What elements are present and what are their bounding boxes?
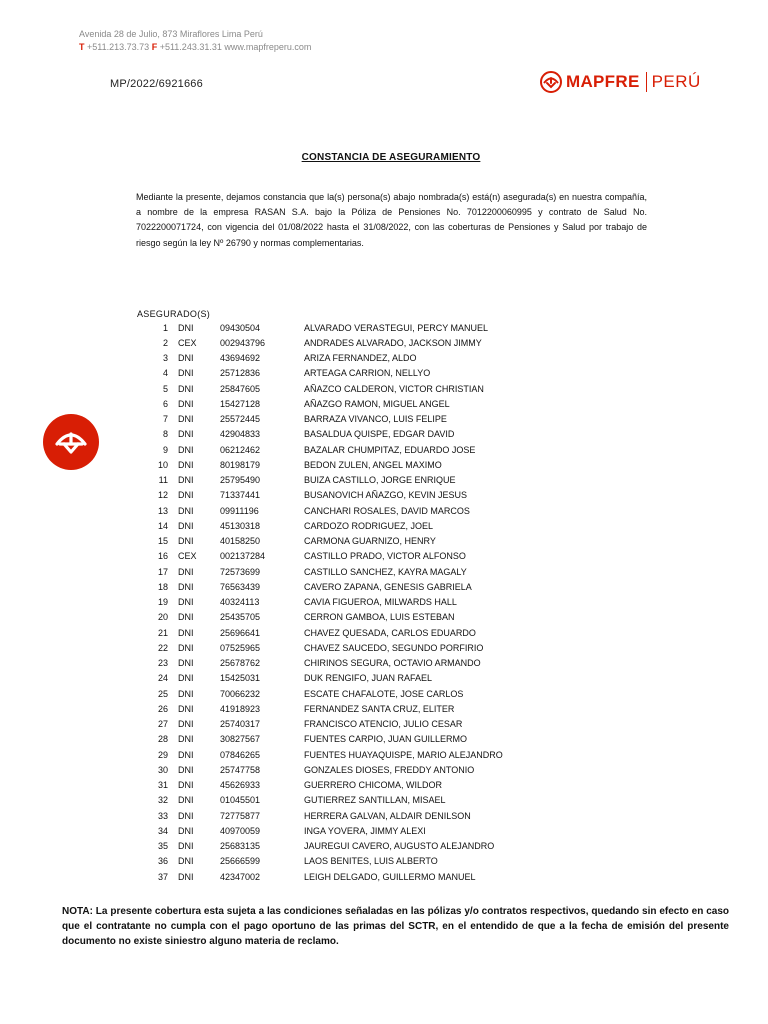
table-row	[150, 839, 610, 854]
document-number: 25572445	[220, 414, 261, 425]
row-number: 9	[162, 444, 168, 455]
row-number: 3	[162, 353, 168, 364]
document-type: DNI	[178, 505, 194, 516]
table-row	[150, 762, 610, 777]
table-row	[150, 320, 610, 335]
table-row	[150, 381, 610, 396]
mapfre-emblem	[43, 414, 99, 470]
document-number: 25435705	[220, 612, 261, 623]
row-number: 14	[157, 520, 168, 531]
row-number: 1	[162, 322, 168, 333]
row-number: 17	[157, 566, 168, 577]
document-number: 25666599	[220, 856, 261, 867]
nota-paragraph: NOTA: La presente cobertura esta sujeta a las condiciones señaladas en las pólizas y/o contratos respectivos, quedando sin efecto en caso que el contratante no cumpla con el pago oportuno de las primas del SCTR, en el entendido de que a la fecha de emisión del presente documento no existe siniestro alguno materia de reclamo.	[62, 906, 729, 948]
row-number: 28	[157, 734, 168, 745]
document-number: 30827567	[220, 734, 261, 745]
document-type: DNI	[178, 795, 194, 806]
phone-number: +511.213.73.73	[87, 42, 150, 52]
document-type: DNI	[178, 398, 194, 409]
document-number: 45626933	[220, 780, 261, 791]
row-number: 10	[157, 459, 168, 470]
row-number: 32	[157, 795, 168, 806]
document-number: 41918923	[220, 703, 261, 714]
mapfre-emblem-icon	[53, 424, 89, 460]
document-type: DNI	[178, 536, 194, 547]
document-type: DNI	[178, 825, 194, 836]
letterhead-contact	[79, 28, 311, 54]
document-number: 25795490	[220, 475, 261, 486]
fax-label: F	[151, 42, 158, 52]
row-number: 4	[162, 368, 168, 379]
insured-name: FERNANDEZ SANTA CRUZ, ELITER	[304, 703, 455, 714]
row-number: 31	[157, 780, 168, 791]
document-number: 70066232	[220, 688, 261, 699]
insured-name: LEIGH DELGADO, GUILLERMO MANUEL	[304, 871, 476, 882]
insured-name: ALVARADO VERASTEGUI, PERCY MANUEL	[304, 322, 489, 333]
row-number: 18	[157, 581, 168, 592]
document-type: DNI	[178, 810, 194, 821]
row-number: 11	[158, 475, 168, 486]
insured-name: BUIZA CASTILLO, JORGE ENRIQUE	[304, 475, 456, 486]
table-row	[150, 640, 610, 655]
document-type: DNI	[178, 414, 194, 425]
row-number: 12	[157, 490, 168, 501]
insured-name: GUTIERREZ SANTILLAN, MISAEL	[304, 795, 446, 806]
row-number: 36	[157, 856, 168, 867]
document-number: 72775877	[220, 810, 261, 821]
table-row	[150, 625, 610, 640]
document-number: 40158250	[220, 536, 261, 547]
table-row	[150, 823, 610, 838]
fax-and-website: +511.243.31.31 www.mapfreperu.com	[159, 42, 312, 52]
logo-country: PERÚ	[651, 72, 701, 91]
insured-name: ARIZA FERNANDEZ, ALDO	[304, 353, 417, 364]
row-number: 25	[157, 688, 168, 699]
document-type: DNI	[178, 703, 194, 714]
document-type: DNI	[178, 475, 194, 486]
document-type: DNI	[178, 841, 194, 852]
insured-name: BASALDUA QUISPE, EDGAR DAVID	[304, 429, 455, 440]
insured-name: FUENTES HUAYAQUISPE, MARIO ALEJANDRO	[304, 749, 503, 760]
row-number: 5	[162, 383, 168, 394]
document-type: DNI	[178, 459, 194, 470]
document-type: DNI	[178, 688, 194, 699]
row-number: 15	[157, 536, 168, 547]
insured-name: CAVIA FIGUEROA, MILWARDS HALL	[304, 597, 457, 608]
logo-divider	[646, 72, 647, 92]
table-row	[150, 747, 610, 762]
insured-name: CASTILLO SANCHEZ, KAYRA MAGALY	[304, 566, 467, 577]
document-number: 25683135	[220, 841, 261, 852]
insured-table-heading: ASEGURADO(S)	[137, 309, 211, 319]
document-type: DNI	[178, 566, 194, 577]
document-type: DNI	[178, 658, 194, 669]
insured-name: GUERRERO CHICOMA, WILDOR	[304, 780, 443, 791]
contact-line	[79, 41, 311, 54]
address: Avenida 28 de Julio, 873 Miraflores Lima Perú	[79, 29, 263, 39]
table-row	[150, 427, 610, 442]
row-number: 30	[157, 764, 168, 775]
document-number: 01045501	[220, 795, 261, 806]
insured-name: BAZALAR CHUMPITAZ, EDUARDO JOSE	[304, 444, 476, 455]
insured-name: FUENTES CARPIO, JUAN GUILLERMO	[304, 734, 468, 745]
table-row	[150, 473, 610, 488]
table-row	[150, 564, 610, 579]
row-number: 24	[157, 673, 168, 684]
row-number: 35	[157, 841, 168, 852]
insured-name: CARMONA GUARNIZO, HENRY	[304, 536, 436, 547]
document-type: CEX	[178, 551, 197, 562]
insured-name: CHAVEZ QUESADA, CARLOS EDUARDO	[304, 627, 476, 638]
row-number: 22	[157, 642, 168, 653]
row-number: 21	[157, 627, 168, 638]
insured-name: ESCATE CHAFALOTE, JOSE CARLOS	[304, 688, 464, 699]
document-type: DNI	[178, 429, 194, 440]
table-row	[150, 793, 610, 808]
document-number: 15425031	[220, 673, 261, 684]
document-number: 06212462	[220, 444, 261, 455]
table-row	[150, 503, 610, 518]
row-number: 7	[162, 414, 168, 425]
insured-name: JAUREGUI CAVERO, AUGUSTO ALEJANDRO	[304, 841, 495, 852]
row-number: 20	[157, 612, 168, 623]
table-row	[150, 579, 610, 594]
document-number: 09430504	[220, 322, 261, 333]
document-type: DNI	[178, 780, 194, 791]
table-row	[150, 366, 610, 381]
document-type: DNI	[178, 597, 194, 608]
insured-name: DUK RENGIFO, JUAN RAFAEL	[304, 673, 433, 684]
document-type: DNI	[178, 322, 194, 333]
insured-name: AÑAZGO RAMON, MIGUEL ANGEL	[304, 398, 450, 409]
intro-paragraph: Mediante la presente, dejamos constancia que la(s) persona(s) abajo nombrada(s) está(n) asegurada(s) en nuestra compañía, a nombre de la empresa RASAN S.A. bajo la Póliza de Pensiones No. 7012200060995 y contrato de Salud No. 7022200071724, con vigencia del 01/08/2022 hasta el 31/08/2022, con las coberturas de Pensiones y Salud por trabajo de riesgo según la ley Nº 26790 y normas complementarias.	[136, 192, 647, 248]
insured-name: CAVERO ZAPANA, GENESIS GABRIELA	[304, 581, 472, 592]
insured-name: ANDRADES ALVARADO, JACKSON JIMMY	[304, 337, 482, 348]
table-row	[150, 412, 610, 427]
table-row	[150, 595, 610, 610]
document-type: DNI	[178, 444, 194, 455]
table-row	[150, 854, 610, 869]
document-type: DNI	[178, 719, 194, 730]
document-number: 002943796	[220, 337, 266, 348]
row-number: 8	[162, 429, 168, 440]
row-number: 33	[157, 810, 168, 821]
document-type: DNI	[178, 627, 194, 638]
document-type: DNI	[178, 368, 194, 379]
table-row	[150, 442, 610, 457]
document-number: 45130318	[220, 520, 261, 531]
document-number: 80198179	[220, 459, 261, 470]
document-type: DNI	[178, 353, 194, 364]
document-number: 07846265	[220, 749, 261, 760]
document-number: 25712836	[220, 368, 261, 379]
document-type: CEX	[178, 337, 197, 348]
insured-name: AÑAZCO CALDERON, VICTOR CHRISTIAN	[304, 383, 484, 394]
insured-table	[150, 320, 610, 884]
table-row	[150, 717, 610, 732]
document-type: DNI	[178, 856, 194, 867]
document-type: DNI	[178, 520, 194, 531]
insured-name: CANCHARI ROSALES, DAVID MARCOS	[304, 505, 470, 516]
insured-name: CHAVEZ SAUCEDO, SEGUNDO PORFIRIO	[304, 642, 484, 653]
insured-name: BEDON ZULEN, ANGEL MAXIMO	[304, 459, 442, 470]
document-type: DNI	[178, 581, 194, 592]
insured-name: HERRERA GALVAN, ALDAIR DENILSON	[304, 810, 471, 821]
row-number: 34	[157, 825, 168, 836]
table-row	[150, 335, 610, 350]
table-row	[150, 549, 610, 564]
document-type: DNI	[178, 673, 194, 684]
document-number: 07525965	[220, 642, 261, 653]
document-number: 71337441	[220, 490, 261, 501]
row-number: 37	[157, 871, 168, 882]
row-number: 16	[157, 551, 168, 562]
insured-name: CARDOZO RODRIGUEZ, JOEL	[304, 520, 434, 531]
insured-name: ARTEAGA CARRION, NELLYO	[304, 368, 431, 379]
row-number: 29	[157, 749, 168, 760]
document-type: DNI	[178, 383, 194, 394]
mapfre-logo-icon	[540, 71, 562, 93]
mapfre-logo	[540, 69, 701, 95]
table-row	[150, 457, 610, 472]
row-number: 13	[157, 505, 168, 516]
insured-name: FRANCISCO ATENCIO, JULIO CESAR	[304, 719, 463, 730]
document-number: 42347002	[220, 871, 261, 882]
phone-label: T	[79, 42, 85, 52]
row-number: 23	[157, 658, 168, 669]
table-row	[150, 732, 610, 747]
document-number: 25740317	[220, 719, 261, 730]
insured-name: LAOS BENITES, LUIS ALBERTO	[304, 856, 438, 867]
table-row	[150, 488, 610, 503]
document-type: DNI	[178, 490, 194, 501]
table-row	[150, 534, 610, 549]
document-number: 76563439	[220, 581, 261, 592]
table-row	[150, 808, 610, 823]
document-number: 25747758	[220, 764, 261, 775]
insured-name: BARRAZA VIVANCO, LUIS FELIPE	[304, 414, 447, 425]
document-number: 25678762	[220, 658, 261, 669]
document-number: 40970059	[220, 825, 261, 836]
table-row	[150, 701, 610, 716]
table-row	[150, 518, 610, 533]
document-number: 09911196	[220, 505, 259, 516]
document-type: DNI	[178, 734, 194, 745]
document-number: 43694692	[220, 353, 261, 364]
table-row	[150, 778, 610, 793]
insured-name: CASTILLO PRADO, VICTOR ALFONSO	[304, 551, 466, 562]
row-number: 2	[162, 337, 168, 348]
table-row	[150, 351, 610, 366]
table-row	[150, 686, 610, 701]
document-title: CONSTANCIA DE ASEGURAMIENTO	[301, 152, 481, 163]
document-number: 72573699	[220, 566, 261, 577]
document-type: DNI	[178, 764, 194, 775]
document-reference: MP/2022/6921666	[110, 78, 203, 90]
insured-name: INGA YOVERA, JIMMY ALEXI	[304, 825, 426, 836]
table-row	[150, 671, 610, 686]
document-number: 15427128	[220, 398, 261, 409]
logo-brand: MAPFRE	[566, 72, 640, 91]
row-number: 6	[162, 398, 168, 409]
insured-name: CERRON GAMBOA, LUIS ESTEBAN	[304, 612, 455, 623]
table-row	[150, 610, 610, 625]
document-type: DNI	[178, 642, 194, 653]
table-row	[150, 396, 610, 411]
document-number: 002137284	[220, 551, 266, 562]
row-number: 27	[157, 719, 168, 730]
table-row	[150, 656, 610, 671]
document-number: 42904833	[220, 429, 261, 440]
insured-name: CHIRINOS SEGURA, OCTAVIO ARMANDO	[304, 658, 481, 669]
document-type: DNI	[178, 749, 194, 760]
table-row	[150, 869, 610, 884]
document-number: 40324113	[220, 597, 260, 608]
document-number: 25696641	[220, 627, 261, 638]
document-number: 25847605	[220, 383, 261, 394]
insured-name: GONZALES DIOSES, FREDDY ANTONIO	[304, 764, 475, 775]
row-number: 19	[157, 597, 168, 608]
document-type: DNI	[178, 871, 194, 882]
insured-name: BUSANOVICH AÑAZGO, KEVIN JESUS	[304, 490, 468, 501]
document-type: DNI	[178, 612, 194, 623]
row-number: 26	[157, 703, 168, 714]
